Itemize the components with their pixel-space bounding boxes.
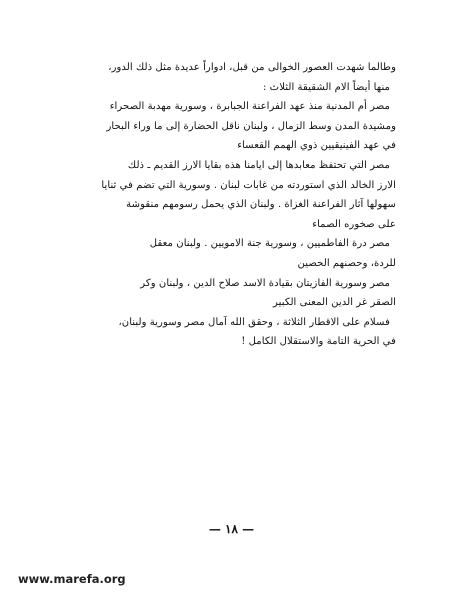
text-line: في عهد الفينيقيين ذوي الهمم القعساء xyxy=(237,140,396,152)
text-line: للردة، وحصنهم الحصين xyxy=(297,257,396,269)
text-line: منها أيضاً الام الشقيقة الثلاث : xyxy=(262,81,390,93)
text-line: على صخوره الصماء xyxy=(312,218,396,230)
body-text xyxy=(92,58,396,352)
text-line: مصر التي تحتفظ معابدها إلى ايامنا هذه بقايا الارز القديم ـ ذلك xyxy=(127,159,390,171)
text-line: سهولها آثار الفراعنة الغزاة . ولبنان الذي يحمل رسومهم منقوشة xyxy=(126,199,396,211)
text-line: ومشيدة المدن وسط الزمال ، ولبنان ناقل الحضارة إلى ما وراء البحار xyxy=(106,120,396,132)
text-line: مصر أم المدنية منذ عهد الفراعنة الجبابرة ، وسورية مهدبة الصحراء xyxy=(109,101,390,113)
text-line: وطالما شهدت العصور الخوالى من قبل، ادواراً عديدة مثل ذلك الدور، xyxy=(108,62,396,73)
watermark-url: www.marefa.org xyxy=(18,572,126,586)
page-number: — ١٨ — xyxy=(208,522,255,536)
text-line: مصر درة الفاطميين ، وسورية جنة الامويين . ولبنان معقل xyxy=(149,238,390,250)
text-line: الارز الخالد الذي استوردته من غابات لبنان . وسورية التي تضم في ثنايا xyxy=(101,179,396,191)
text-line: في الحرية التامة والاستقلال الكامل ! xyxy=(241,336,396,348)
text-line: فسلام على الاقطار الثلاثة ، وحقق الله آمال مصر وسورية ولبنان، xyxy=(118,316,390,328)
text-line: الصقر غر الدين المعنى الكبير xyxy=(273,297,396,309)
text-line: مصر وسورية الفازيتان بقيادة الاسد صلاح الدين ، ولبنان وكر xyxy=(140,277,390,289)
